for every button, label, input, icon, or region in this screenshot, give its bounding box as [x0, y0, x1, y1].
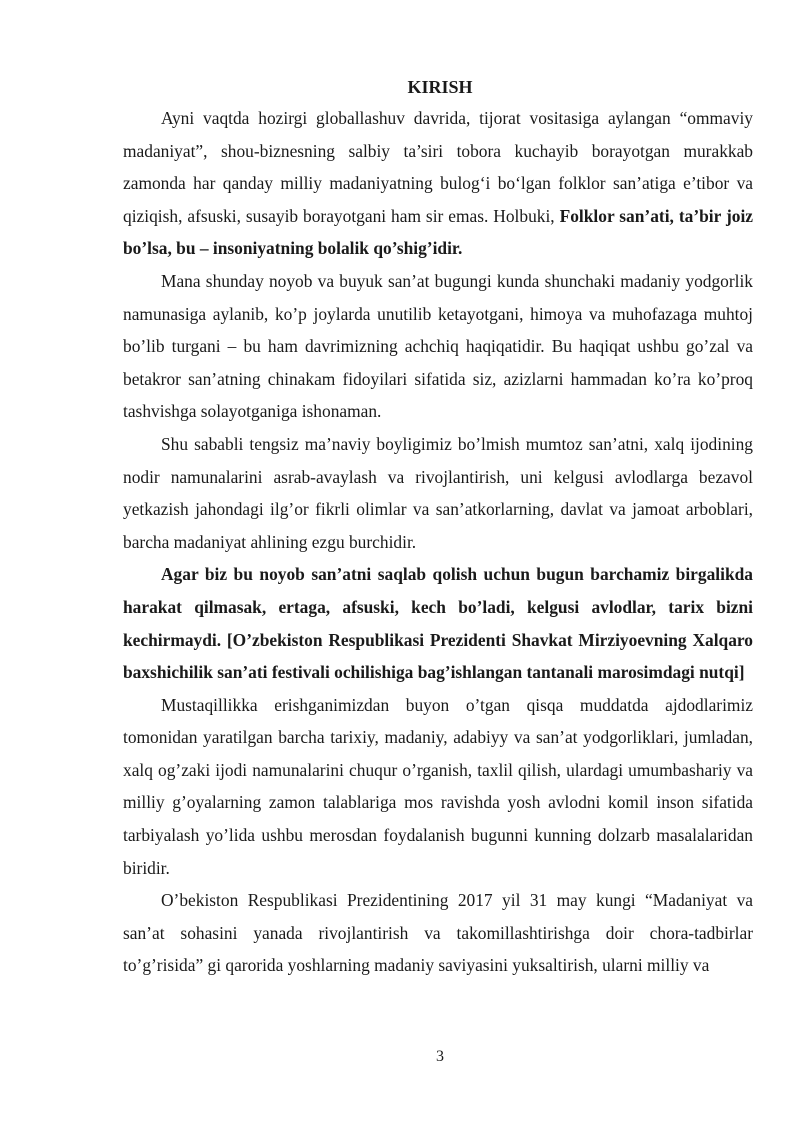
paragraph: Shu sababli tengsiz ma’naviy boyligimiz bo’lmish mumtoz san’atni, xalq ijodining nodir namunalarini asrab-avaylash va rivojlantirish, uni kelgusi avlodlarga bezavol yetkazish jahondagi ilg’or fikrli olimlar va san’atkorlarning, davlat va jamoat arboblari, barcha madaniyat ahlining ezgu burchidir. — [123, 433, 753, 552]
bold-quote: Folklor san’ati, ta’bir joiz bo’lsa, bu – insoniyatning bolalik qo’shig’idir. — [123, 205, 753, 259]
paragraph: O’bekiston Respublikasi Prezidentining 2017 yil 31 may kungi “Madaniyat va san’at sohasini yanada rivojlantirish va takomillashtirishga doir chora-tadbirlar to’g’risida” gi qarorida yoshlarning madaniy saviyasini yuksaltirish, ularni milliy va — [123, 890, 753, 976]
page-number: 3 — [436, 1048, 444, 1065]
paragraph-text: Ayni vaqtda hozirgi globallashuv davrida, tijorat vositasiga aylangan “ommaviy madaniyat”, shou-biznesning salbiy ta’siri tobora kuchayib borayotgan murakkab zamonda har qanday milliy madaniyatning bulog‘i bo‘lgan folklor san’atiga e’tibor va qiziqish, afsuski, susayib borayotgani ham sir emas. Holbuki, — [123, 108, 753, 226]
paragraph-intro — [123, 102, 753, 265]
paragraph: Mustaqillikka erishganimizdan buyon o’tgan qisqa muddatda ajdodlarimiz tomonidan yaratilgan barcha tarixiy, madaniy, adabiyy va san’at yodgorliklari, jumladan, xalq og’zaki ijodi namunalarini chuqur o’rganish, taxlil qilish, ulardagi umumbashariy va milliy g’oyalarning zamon talablariga mos ravishda yosh avlodni komil inson sifatida tarbiyalash yo’lida ushbu merosdan foydalanish bugunni kunning dolzarb masalalaridan biridir. — [123, 694, 753, 878]
document-body — [123, 102, 753, 982]
paragraph: Mana shunday noyob va buyuk san’at bugungi kunda shunchaki madaniy yodgorlik namunasiga aylanib, ko’p joylarda unutilib ketayotgani, himoya va muhofazaga muhtoj bo’lib turgani – bu ham davrimizning achchiq haqiqatidir. Bu haqiqat ushbu go’zal va betakror san’atning chinakam fidoyilari sifatida siz, azizlarni hammadan ko’ra ko’proq tashvishga solayotganiga ishonaman. — [123, 270, 753, 422]
bold-quote-paragraph: Agar biz bu noyob san’atni saqlab qolish uchun bugun barchamiz birgalikda harakat qilmasak, ertaga, afsuski, kech bo’ladi, kelgusi avlodlar, tarix bizni kechirmaydi. [O’zbekiston Respublikasi Prezidenti Shavkat Mirziyoevning Xalqaro baxshichilik san’ati festivali ochilishiga bag’ishlangan tantanali marosimdagi nutqi] — [123, 564, 753, 683]
page-title: KIRISH — [407, 77, 473, 97]
